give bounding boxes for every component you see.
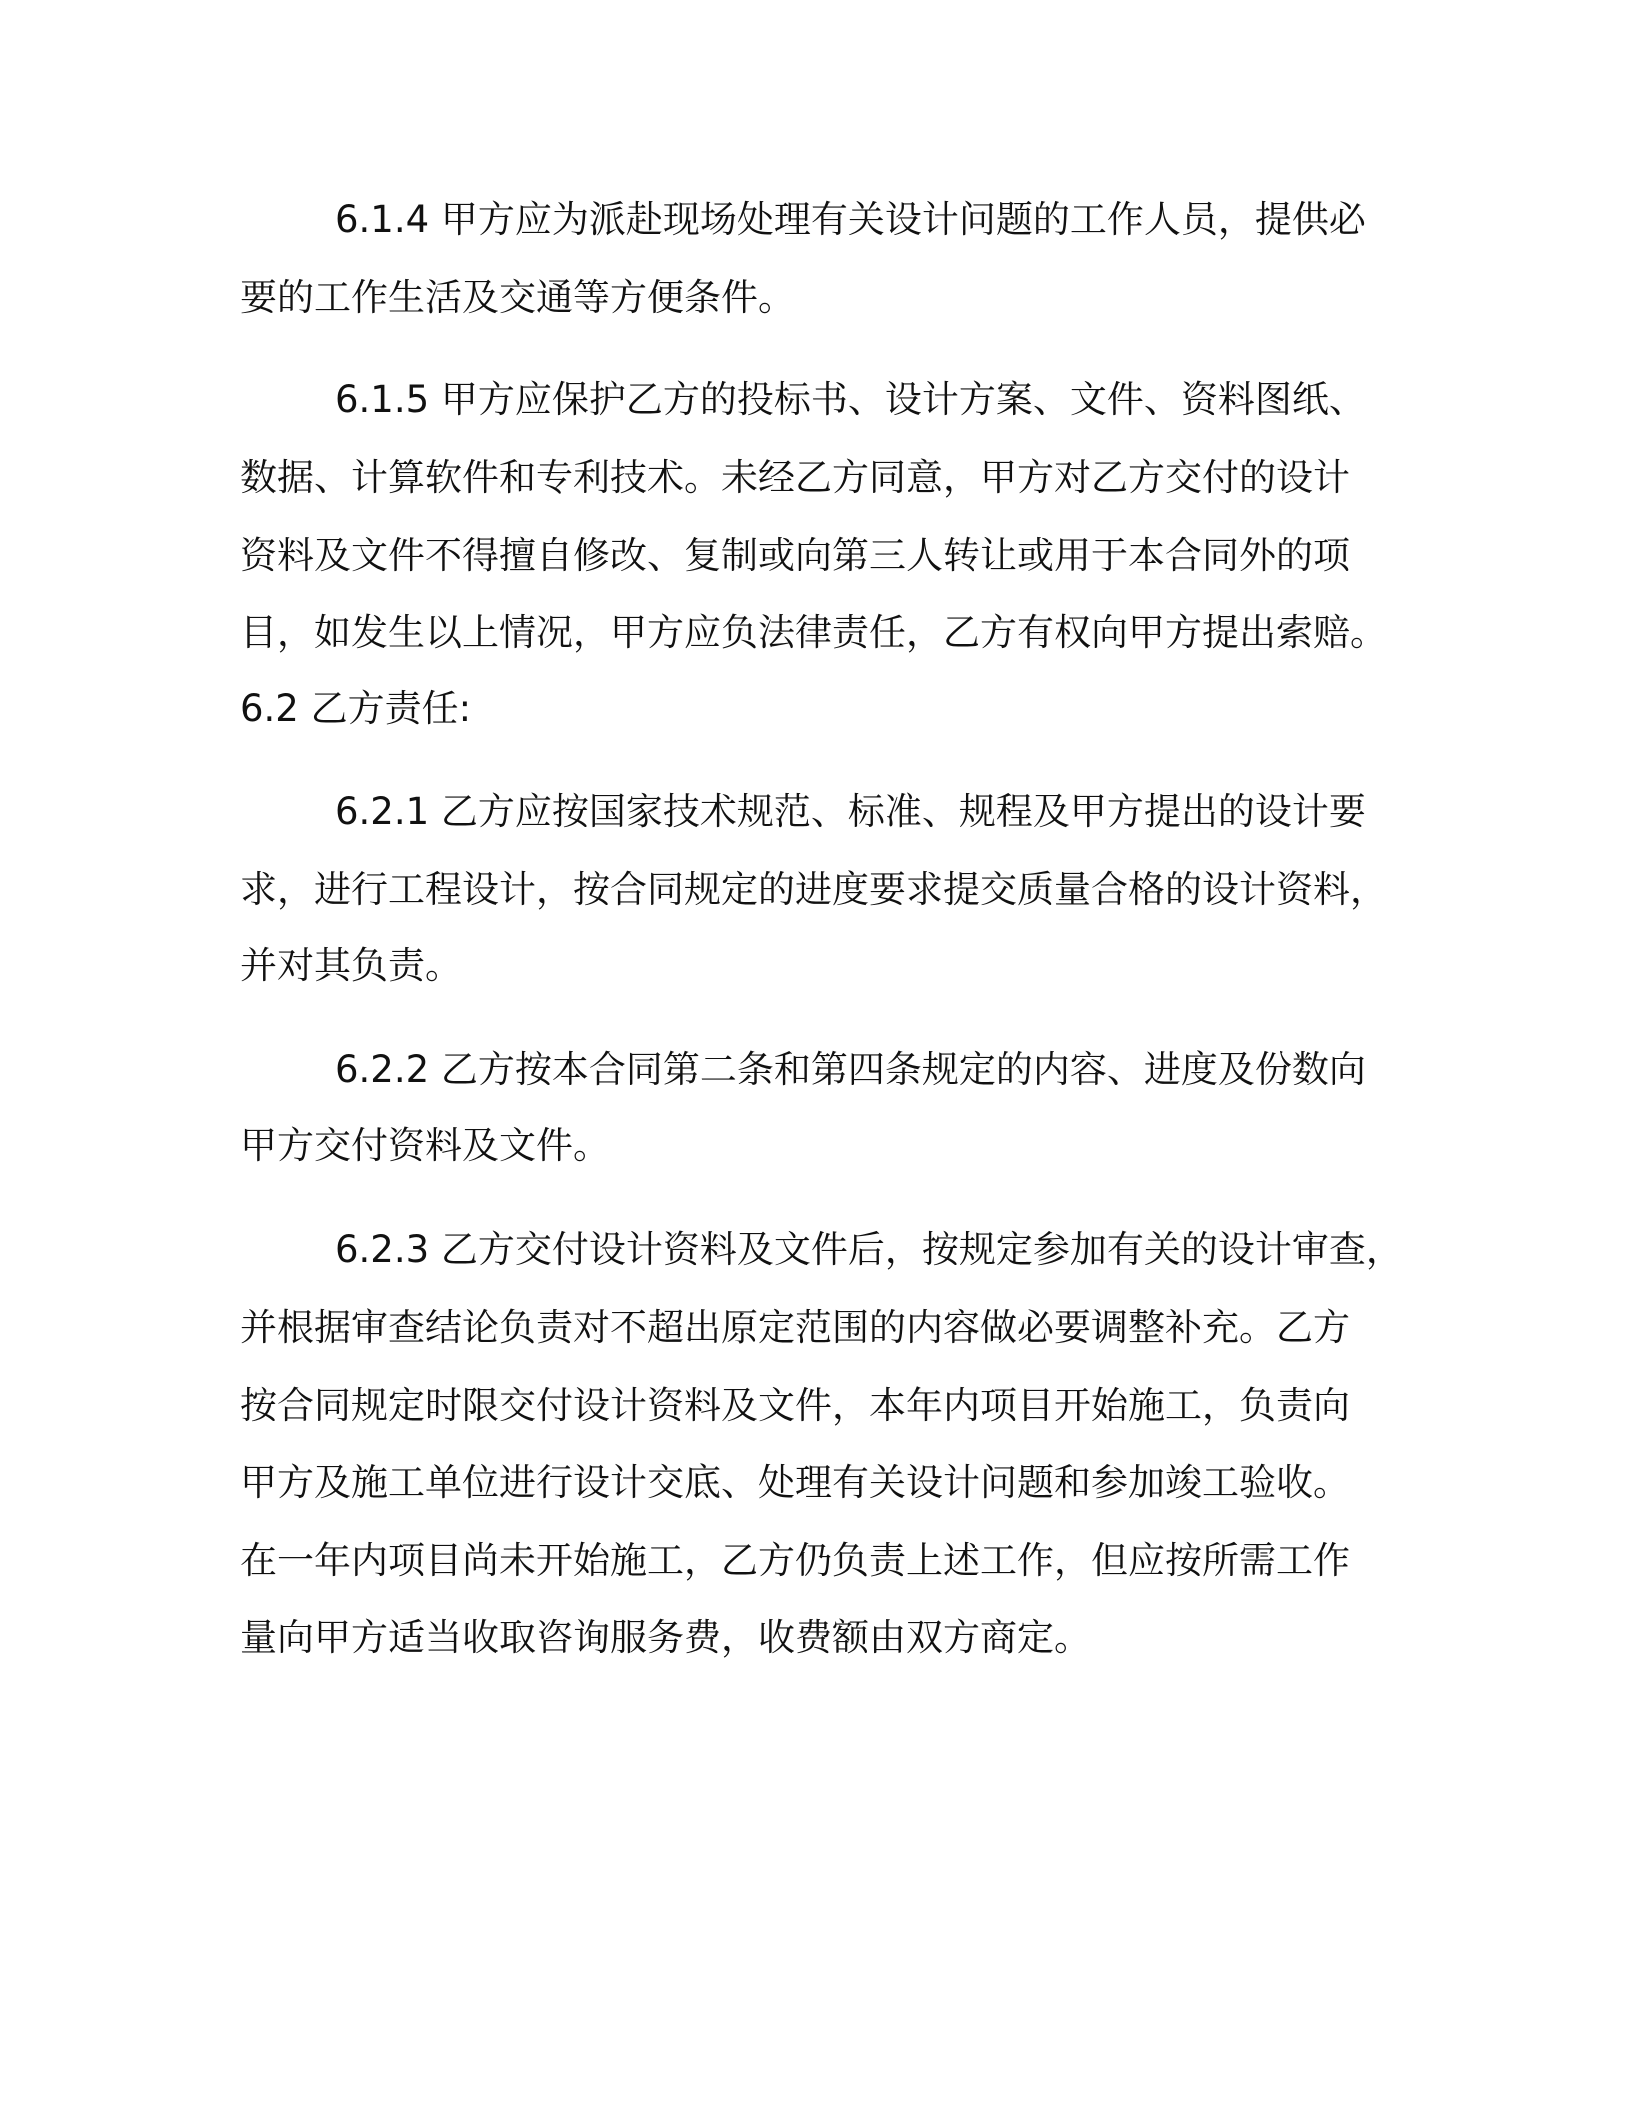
clause-6-1-4-line-1: 6.1.4 甲方应为派赴现场处理有关设计问题的工作人员，提供必 <box>335 198 1366 241</box>
clause-6-2-2-line-1: 6.2.2 乙方按本合同第二条和第四条规定的内容、进度及份数向 <box>335 1048 1366 1091</box>
clause-6-2-3-line-3: 按合同规定时限交付设计资料及文件，本年内项目开始施工，负责向 <box>240 1384 1350 1427</box>
clause-6-1-5-line-2: 数据、计算软件和专利技术。未经乙方同意，甲方对乙方交付的设计 <box>240 456 1350 499</box>
clause-6-2-3-line-2: 并根据审查结论负责对不超出原定范围的内容做必要调整补充。乙方 <box>240 1306 1350 1349</box>
clause-6-2-2-line-2: 甲方交付资料及文件。 <box>240 1124 610 1167</box>
clause-6-1-4-line-2: 要的工作生活及交通等方便条件。 <box>240 276 795 319</box>
clause-6-2-3-line-6: 量向甲方适当收取咨询服务费，收费额由双方商定。 <box>240 1616 1091 1659</box>
clause-6-2-1-line-3: 并对其负责。 <box>240 944 462 987</box>
section-6-2-heading: 6.2 乙方责任: <box>240 687 472 730</box>
clause-6-2-3-line-1: 6.2.3 乙方交付设计资料及文件后，按规定参加有关的设计审查， <box>335 1228 1403 1271</box>
clause-6-2-1-line-2: 求，进行工程设计，按合同规定的进度要求提交质量合格的设计资料， <box>240 868 1387 911</box>
clause-6-2-3-line-4: 甲方及施工单位进行设计交底、处理有关设计问题和参加竣工验收。 <box>240 1461 1350 1504</box>
clause-6-2-1-line-1: 6.2.1 乙方应按国家技术规范、标准、规程及甲方提出的设计要 <box>335 790 1366 833</box>
clause-6-1-5-line-3: 资料及文件不得擅自修改、复制或向第三人转让或用于本合同外的项 <box>240 534 1350 577</box>
clause-6-1-5-line-1: 6.1.5 甲方应保护乙方的投标书、设计方案、文件、资料图纸、 <box>335 378 1366 421</box>
clause-6-2-3-line-5: 在一年内项目尚未开始施工，乙方仍负责上述工作，但应按所需工作 <box>240 1539 1350 1582</box>
clause-6-1-5-line-4: 目，如发生以上情况，甲方应负法律责任，乙方有权向甲方提出索赔。 <box>240 611 1387 654</box>
